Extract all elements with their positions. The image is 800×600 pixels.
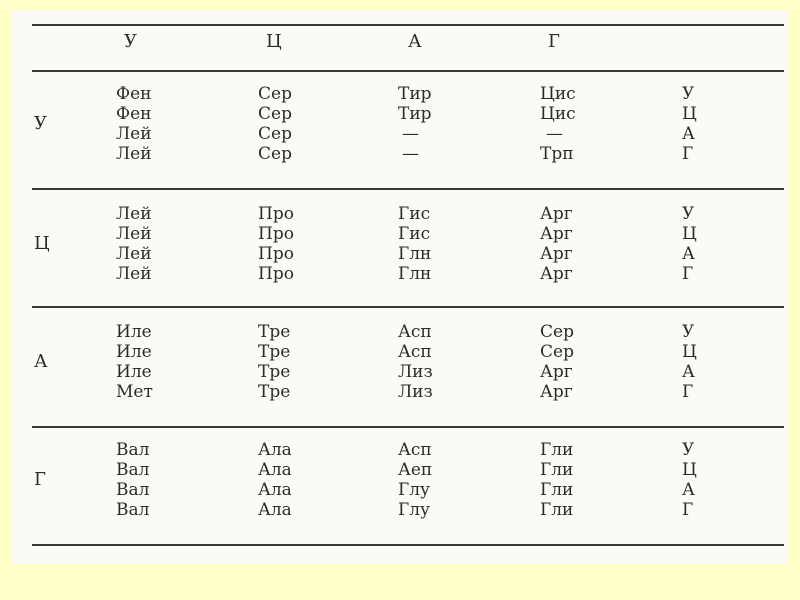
table-cell: Арг: [540, 224, 573, 244]
table-cell: Цис: [540, 84, 576, 104]
table-cell: Лей: [116, 144, 152, 164]
table-cell: Арг: [540, 362, 573, 382]
table-cell: Иле: [116, 322, 152, 342]
column-header-c: Ц: [266, 31, 282, 52]
third-base-label: Г: [682, 144, 694, 164]
table-cell: Сер: [258, 124, 292, 144]
table-cell: Сер: [258, 84, 292, 104]
table-cell: Аеп: [398, 460, 433, 480]
table-cell: Лей: [116, 204, 152, 224]
table-cell: Глн: [398, 244, 432, 264]
first-base-label: Ц: [34, 233, 50, 254]
table-cell: Гис: [398, 224, 431, 244]
table-cell: Асп: [398, 342, 432, 362]
third-base-label: Ц: [682, 104, 697, 124]
table-cell: Сер: [258, 144, 292, 164]
table-cell: Ала: [258, 460, 292, 480]
table-cell: Тир: [398, 84, 432, 104]
table-cell: Гли: [540, 500, 574, 520]
table-cell: Тре: [258, 342, 291, 362]
table-cell: Асп: [398, 440, 432, 460]
third-base-label: А: [682, 244, 695, 264]
table-cell: Сер: [540, 322, 574, 342]
group-rule: [32, 188, 784, 190]
table-cell: Сер: [258, 104, 292, 124]
table-cell: Асп: [398, 322, 432, 342]
table-cell: Лей: [116, 244, 152, 264]
table-cell: Фен: [116, 84, 152, 104]
third-base-label: У: [682, 204, 695, 224]
first-base-label: Г: [34, 469, 46, 490]
table-cell: Арг: [540, 264, 573, 284]
table-cell: Тир: [398, 104, 432, 124]
table-cell: Ала: [258, 480, 292, 500]
group-rule: [32, 426, 784, 428]
table-cell: Ала: [258, 500, 292, 520]
table-cell: Гис: [398, 204, 431, 224]
third-base-label: Ц: [682, 224, 697, 244]
table-cell: Трп: [540, 144, 574, 164]
table-cell: —: [546, 124, 563, 144]
table-cell: Лей: [116, 124, 152, 144]
table-cell: Иле: [116, 362, 152, 382]
group-rule: [32, 306, 784, 308]
table-cell: Гли: [540, 480, 574, 500]
table-cell: Глу: [398, 480, 431, 500]
table-cell: Про: [258, 244, 294, 264]
table-cell: Мет: [116, 382, 153, 402]
first-base-label: У: [34, 113, 48, 134]
table-cell: Вал: [116, 480, 150, 500]
table-cell: —: [402, 124, 419, 144]
column-header-g: Г: [548, 31, 560, 52]
table-cell: Про: [258, 224, 294, 244]
table-cell: Глн: [398, 264, 432, 284]
table-cell: Тре: [258, 322, 291, 342]
table-cell: Лей: [116, 264, 152, 284]
bottom-rule: [32, 544, 784, 546]
table-cell: Тре: [258, 382, 291, 402]
third-base-label: Г: [682, 382, 694, 402]
third-base-label: У: [682, 440, 695, 460]
table-cell: Фен: [116, 104, 152, 124]
top-rule: [32, 24, 784, 26]
table-cell: Цис: [540, 104, 576, 124]
table-cell: Иле: [116, 342, 152, 362]
table-cell: Сер: [540, 342, 574, 362]
third-base-label: А: [682, 480, 695, 500]
table-cell: Лиз: [398, 382, 433, 402]
table-cell: Лиз: [398, 362, 433, 382]
header-rule: [32, 70, 784, 72]
table-cell: Ала: [258, 440, 292, 460]
table-cell: Вал: [116, 460, 150, 480]
third-base-label: Ц: [682, 342, 697, 362]
third-base-label: А: [682, 124, 695, 144]
table-cell: Про: [258, 264, 294, 284]
column-header-a: А: [408, 31, 422, 52]
table-cell: —: [402, 144, 419, 164]
table-cell: Глу: [398, 500, 431, 520]
table-cell: Арг: [540, 204, 573, 224]
third-base-label: Г: [682, 264, 694, 284]
first-base-label: А: [34, 351, 48, 372]
table-cell: Вал: [116, 500, 150, 520]
third-base-label: А: [682, 362, 695, 382]
table-cell: Арг: [540, 382, 573, 402]
codon-table-page: [12, 10, 788, 564]
table-cell: Про: [258, 204, 294, 224]
third-base-label: Г: [682, 500, 694, 520]
third-base-label: Ц: [682, 460, 697, 480]
table-cell: Лей: [116, 224, 152, 244]
table-cell: Гли: [540, 440, 574, 460]
table-cell: Гли: [540, 460, 574, 480]
third-base-label: У: [682, 84, 695, 104]
column-header-u: У: [124, 31, 138, 52]
table-cell: Тре: [258, 362, 291, 382]
table-cell: Вал: [116, 440, 150, 460]
table-cell: Арг: [540, 244, 573, 264]
third-base-label: У: [682, 322, 695, 342]
